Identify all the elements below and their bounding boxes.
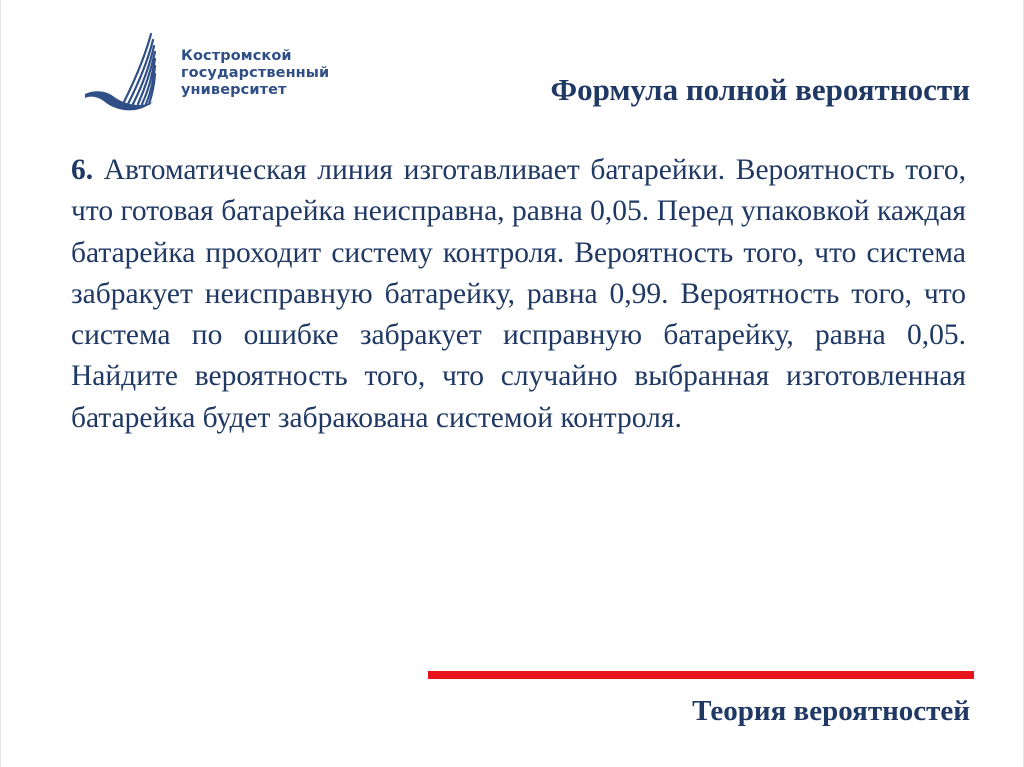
university-logo bbox=[83, 32, 353, 118]
problem-statement: Автоматическая линия изготавливает батарейки. Вероятность того, что готовая батарейка неисправна, равна 0,05. Перед упаковкой каждая батарейка проходит систему контроля. Вероятность того, что система забракует неисправную батарейку, равна 0,99. Вероятность того, что система по ошибке забракует исправную батарейку, равна 0,05. Найдите вероятность того, что случайно выбранная изготовленная батарейка будет забракована системой контроля. bbox=[71, 154, 967, 434]
slide-title: Формула полной вероятности bbox=[550, 72, 970, 107]
logo-line-3: университет bbox=[181, 82, 287, 98]
problem-text bbox=[71, 150, 966, 439]
accent-divider bbox=[428, 671, 974, 679]
university-logo-icon bbox=[83, 32, 179, 118]
problem-number: 6. bbox=[71, 154, 94, 186]
logo-line-2: государственный bbox=[181, 65, 330, 81]
university-name bbox=[181, 48, 329, 99]
course-name: Теория вероятностей bbox=[692, 695, 970, 727]
logo-line-1: Костромской bbox=[181, 48, 292, 64]
